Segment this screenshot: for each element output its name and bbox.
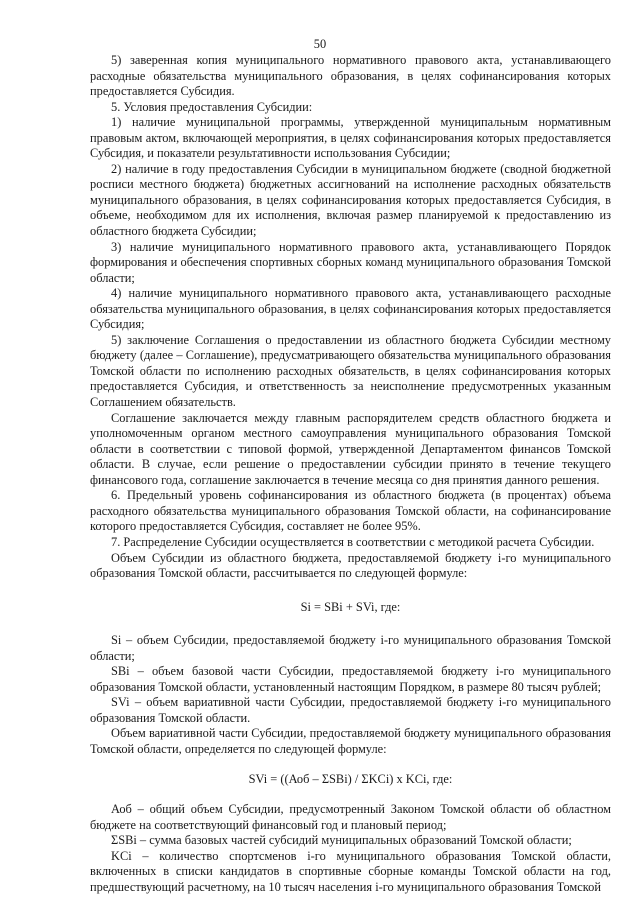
paragraph: Объем вариативной части Субсидии, предоставляемой бюджету муниципального образования Томской области, определяется по следующей формуле: <box>90 726 611 756</box>
section-heading: 7. Распределение Субсидии осуществляется в соответствии с методикой расчета Субсидии. <box>111 534 595 549</box>
definition-item: KCi – количество спортсменов i-го муниципального образования Томской области, включенных в списки кандидатов в спортивные сборные команды Томской области на год, предшествующий расчетному, на 10 тысяч населения i-го муниципального образования Томской <box>90 848 611 894</box>
paragraph: 6. Предельный уровень софинансирования из областного бюджета (в процентах) объема расходного обязательства муниципального образования Томской области, на софинансирование которого предоставляется Субсидия, составляет не более 95%. <box>90 488 611 534</box>
formula-variable-part: SVi = ((Аоб – ΣSBi) / ΣKCi) x KCi, где: <box>248 771 453 786</box>
document-body <box>90 53 611 895</box>
formula-subsidy-total: Si = SBi + SVi, где: <box>300 599 401 614</box>
paragraph: 1) наличие муниципальной программы, утвержденной муниципальным нормативным правовым актом, включающей мероприятия, в целях софинансирования которых предоставляется Субсидия, и показатели результативности использования Субсидии; <box>90 115 611 161</box>
paragraph: Соглашение заключается между главным распорядителем средств областного бюджета и уполномоченным органом местного самоуправления муниципального образования Томской области в соответствии с типовой формой, утвержденной Департаментом финансов Томской области. В случае, если решение о предоставлении субсидии принято в течение текущего финансового года, соглашение заключается в течение месяца со дня принятия данного решения. <box>90 410 611 487</box>
definition-item: Аоб – общий объем Субсидии, предусмотренный Законом Томской области об областном бюджете на соответствующий финансовый год и плановый период; <box>90 802 611 832</box>
definition-item: Si – объем Субсидии, предоставляемой бюджету i-го муниципального образования Томской области; <box>90 633 611 663</box>
definition-item: SVi – объем вариативной части Субсидии, предоставляемой бюджету i-го муниципального образования Томской области. <box>90 695 611 725</box>
paragraph: Объем Субсидии из областного бюджета, предоставляемой бюджету i-го муниципального образования Томской области, рассчитывается по следующей формуле: <box>90 550 611 581</box>
paragraph: 2) наличие в году предоставления Субсидии в муниципальном бюджете (сводной бюджетной росписи местного бюджета) бюджетных ассигнований на исполнение расходных обязательств муниципального образования, в целях софинансирования которых предоставляется Субсидия, в объеме, необходимом для их исполнения, включая размер планируемой к предоставлению из областного бюджета Субсидии; <box>90 161 611 239</box>
definition-item: SBi – объем базовой части Субсидии, предоставляемой бюджету i-го муниципального образования Томской области, установленный настоящим Порядком, в размере 80 тысяч рублей; <box>90 664 611 694</box>
definition-item: ΣSBi – сумма базовых частей субсидий муниципальных образований Томской области; <box>111 833 572 848</box>
page-number: 50 <box>313 37 327 51</box>
section-heading: 5. Условия предоставления Субсидии: <box>111 99 313 114</box>
paragraph: 4) наличие муниципального нормативного правового акта, устанавливающего расходные обязательства муниципального образования, в целях софинансирования которых предоставляется Субсидия; <box>90 286 611 332</box>
paragraph: 5) заверенная копия муниципального нормативного правового акта, устанавливающего расходные обязательства муниципального образования, в целях софинансирования которых предоставляется Субсидия. <box>90 53 611 99</box>
paragraph: 3) наличие муниципального нормативного правового акта, устанавливающего Порядок формирования и обеспечения спортивных сборных команд муниципального образования Томской области; <box>90 239 611 285</box>
paragraph: 5) заключение Соглашения о предоставлении из областного бюджета Субсидии местному бюджету (далее – Соглашение), предусматривающего обязательства муниципального образования Томской области по исполнению расходных обязательств, в целях софинансирования которых предоставляется Субсидия, и ответственность за неисполнение предусмотренных указанным Соглашением обязательств. <box>90 332 611 410</box>
